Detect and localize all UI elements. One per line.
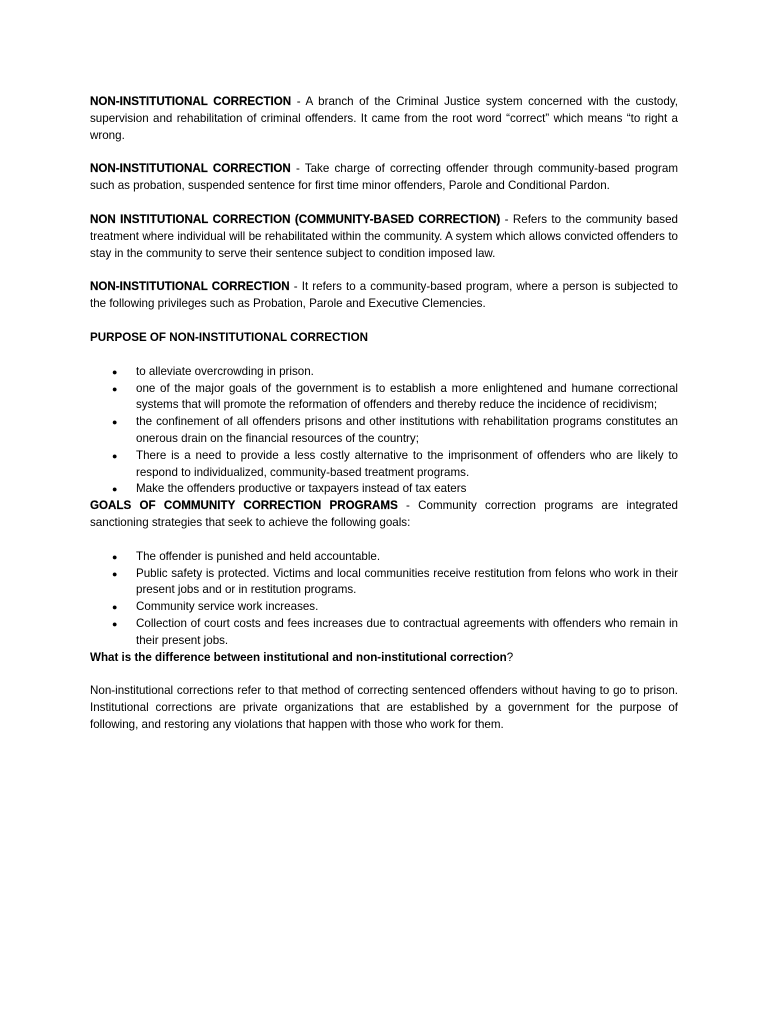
list-item <box>112 448 678 482</box>
list-item-text: Public safety is protected. Victims and local communities receive restitution from felons who work in their present jobs and or in restitution programs. <box>136 566 678 597</box>
definition-paragraph <box>90 279 678 313</box>
definition-text: - Refers to the community based treatment where individual will be rehabilitated within the community. A system which allows convicted offenders to stay in the community to serve their sentence subject to condition imposed law. <box>90 212 678 260</box>
purpose-heading: PURPOSE OF NON-INSTITUTIONAL CORRECTION <box>90 330 369 344</box>
list-item <box>112 599 678 616</box>
bullet-icon: ● <box>112 551 118 562</box>
bullet-icon: ● <box>112 450 118 461</box>
definition-term: NON-INSTITUTIONAL CORRECTION <box>90 95 292 108</box>
goals-term: GOALS OF COMMUNITY CORRECTION PROGRAMS <box>90 499 398 513</box>
definition-term: NON-INSTITUTIONAL CORRECTION <box>90 280 290 294</box>
bullet-icon: ● <box>112 602 118 613</box>
list-item-text: Community service work increases. <box>136 600 319 614</box>
definition-text: - Take charge of correcting offender through community-based program such as probation, suspended sentence for first time minor offenders, Parole and Conditional Pardon. <box>90 162 678 193</box>
question-text: What is the difference between institutional and non-institutional correction <box>90 650 507 664</box>
definition-paragraph <box>90 212 678 262</box>
list-item <box>112 481 678 498</box>
list-item-text: to alleviate overcrowding in prison. <box>136 364 314 378</box>
list-item <box>112 549 678 566</box>
goals-list <box>90 549 678 650</box>
list-item-text: Collection of court costs and fees increases due to contractual agreements with offenders who remain in their present jobs. <box>136 616 678 647</box>
list-item <box>112 616 678 650</box>
answer-paragraph: Non-institutional corrections refer to that method of correcting sentenced offenders without having to go to prison. Institutional corrections are private organizations that are established by a government for the purpose of following, and restoring any violations that happen with those who work for them. <box>90 684 678 731</box>
bullet-icon: ● <box>112 618 118 629</box>
goals-paragraph <box>90 498 678 532</box>
definition-text: - A branch of the Criminal Justice system concerned with the custody, supervision and rehabilitation of criminal offenders. It came from the root word “correct” which means “to right a wrong. <box>90 95 678 142</box>
bullet-icon: ● <box>112 417 118 428</box>
bullet-icon: ● <box>112 568 118 579</box>
question-mark: ? <box>506 650 514 664</box>
definition-paragraph <box>90 94 678 144</box>
purpose-list <box>90 364 678 498</box>
definition-paragraph <box>90 161 678 195</box>
definition-term: NON INSTITUTIONAL CORRECTION (COMMUNITY-BASED CORRECTION) <box>90 212 501 226</box>
list-item-text: The offender is punished and held accountable. <box>136 549 381 563</box>
list-item <box>112 364 678 381</box>
definition-text: - It refers to a community-based program, where a person is subjected to the following privileges such as Probation, Parole and Executive Clemencies. <box>90 280 679 311</box>
bullet-icon: ● <box>112 383 118 394</box>
list-item <box>112 381 678 415</box>
bullet-icon: ● <box>112 366 118 377</box>
list-item-text: There is a need to provide a less costly alternative to the imprisonment of offenders who are likely to respond to individualized, community-based treatment programs. <box>136 448 678 479</box>
list-item-text: one of the major goals of the government is to establish a more enlightened and humane correctional systems that will promote the reformation of offenders and thereby reduce the incidence of recidivism; <box>136 381 678 412</box>
list-item <box>112 414 678 448</box>
question-heading <box>90 650 678 667</box>
bullet-icon: ● <box>112 484 118 495</box>
list-item <box>112 566 678 600</box>
list-item-text: the confinement of all offenders prisons and other institutions with rehabilitation programs constitutes an onerous drain on the financial resources of the country; <box>136 415 678 445</box>
goals-text: - Community correction programs are integrated sanctioning strategies that seek to achieve the following goals: <box>90 499 678 529</box>
definition-term: NON-INSTITUTIONAL CORRECTION <box>90 162 291 176</box>
list-item-text: Make the offenders productive or taxpayers instead of tax eaters <box>136 482 467 496</box>
